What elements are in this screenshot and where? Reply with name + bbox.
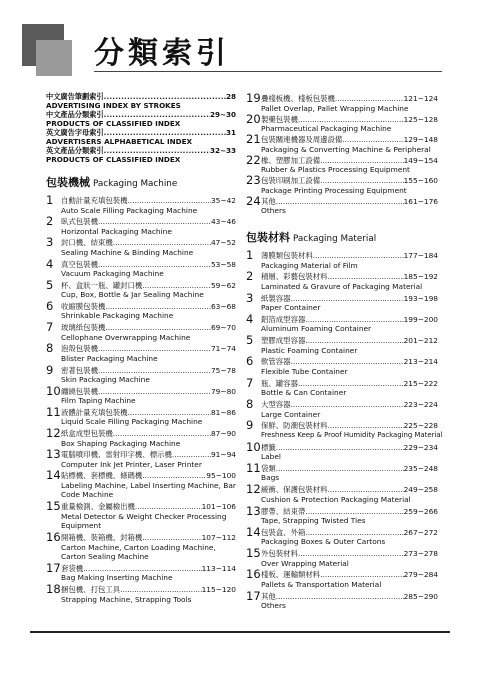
machine-entry[interactable] [46,531,236,562]
index-link[interactable] [46,128,236,146]
index-link-label: 英文產品分類索引 [46,146,104,155]
machine-entry[interactable] [246,195,438,216]
machine-entry[interactable] [246,113,438,134]
entry-pages: 199~200 [403,314,438,324]
entry-pages: 223~224 [403,400,438,410]
section-heading-zh: 包裝機械 [46,176,90,189]
entry-number: 24 [246,193,261,208]
material-entry[interactable] [246,547,438,568]
entry-number: 17 [46,560,61,575]
entry-title-en: Pallets & Transportation Material [261,579,382,589]
machine-entry[interactable] [46,279,236,300]
entry-title-zh: 紙盒成型包裝機 [61,429,113,439]
entry-title-en: Computer Ink Jet Printer, Laser Printer [61,459,202,469]
material-entry[interactable] [246,441,438,462]
machine-entry[interactable] [246,154,438,175]
entry-pages: 259~266 [403,506,438,516]
entry-title-zh: 製藥包裝機 [261,114,298,124]
bottom-divider [30,631,450,633]
machine-entry[interactable] [46,500,236,531]
entry-number: 8 [46,341,54,356]
entry-title-en: Freshness Keep & Proof Humidity Packaging Material [261,430,443,439]
entry-number: 11 [46,404,61,419]
entry-title-en: Paper Container [261,303,321,313]
entry-pages: 267~272 [403,527,438,537]
entry-number: 17 [246,588,261,603]
index-links [46,92,236,164]
entry-title-en: Cup, Box, Bottle & Jar Sealing Machine [61,290,204,300]
section-heading-machine [46,174,236,190]
entry-pages: 185~192 [403,272,438,282]
entry-title-zh: 積層、彩藝包裝材料 [261,272,328,282]
entry-pages: 47~52 [210,238,236,248]
section-heading-en: Packaging Machine [93,179,178,189]
entry-title-zh: 密著包裝機 [61,365,98,375]
machine-entry[interactable] [46,406,236,427]
entry-title-zh: 杯、盒狀一瓶、罐封口機 [61,280,143,290]
material-entry[interactable] [246,270,438,291]
entry-title-zh: 貼標機、套標機、條碼機 [61,471,143,481]
entry-pages: 149~154 [403,155,438,165]
index-link-label: 英文廣告字母索引 [46,128,104,137]
machine-entry[interactable] [46,448,236,469]
entry-title-en: Film Taping Machine [61,396,136,406]
entry-title-en: Flexible Tube Container [261,366,348,376]
entry-pages: 213~214 [403,357,438,367]
machine-entry[interactable] [46,342,236,363]
entry-number: 5 [46,277,54,292]
material-entry[interactable] [246,355,438,376]
entry-title-en: Others [261,601,286,611]
machine-entry[interactable] [46,364,236,385]
machine-entry[interactable] [46,258,236,279]
entry-pages: 115~120 [201,585,236,595]
entry-title-en: Bottle & Can Container [261,388,347,398]
entry-pages: 35~42 [210,196,236,205]
entry-title-zh: 外包裝材料 [261,549,298,559]
entry-title-en: Labeling Machine, Label Inserting Machine, Bar Code Machine [61,480,236,500]
entry-pages: 95~100 [206,471,236,481]
left-column [46,92,236,604]
entry-title-zh: 液體計量充填包裝機 [61,407,128,417]
entry-pages: 107~112 [201,533,236,543]
entry-number: 13 [46,447,61,462]
entry-pages: 113~114 [201,563,236,573]
machine-entry[interactable] [46,583,236,604]
entry-number: 20 [246,111,261,126]
index-link-english: PRODUCTS OF CLASSIFIED INDEX [46,155,181,164]
entry-title-zh: 其他 [261,196,276,206]
entry-pages: 225~228 [403,421,438,431]
right-column [246,91,443,611]
entry-pages: 229~234 [403,442,438,452]
entry-pages: 161~176 [403,196,438,206]
entry-title-en: Shrinkable Packaging Machine [61,311,174,321]
entry-pages: 201~212 [403,336,438,346]
entry-title-en: Strapping Machine, Strapping Tools [61,594,192,604]
section-heading-material [246,229,438,245]
entry-title-en: Package Printing Processing Equipment [261,185,407,195]
entry-title-en: Packaging Boxes & Outer Cartons [261,537,386,547]
entry-pages: 81~86 [210,407,236,417]
entry-title-zh: 瓶、罐容器 [261,378,298,388]
entry-number: 2 [46,214,54,229]
entry-title-en: Metal Detector & Weight Checker Processing Equipment [61,511,227,531]
header-decoration-light-square [36,40,72,76]
entry-number: 6 [46,298,54,313]
machine-entry[interactable] [46,300,236,321]
entry-title-en: Tape, Strapping Twisted Ties [261,516,366,526]
index-link-english: ADVERTISING INDEX BY STROKES [46,101,181,110]
index-link[interactable] [46,110,236,128]
entry-title-en: Plastic Foaming Container [261,345,358,355]
entry-title-zh: 收縮膜包裝機 [61,301,106,311]
entry-title-en: Box Shaping Packaging Machine [61,438,181,448]
entry-number: 10 [246,439,261,454]
entry-title-en: Label [261,452,281,462]
entry-title-en: Bag Making Inserting Machine [61,573,173,583]
entry-title-zh: 棧板、運輸類材料 [261,570,321,580]
entry-pages: 235~248 [403,463,438,473]
machine-entry[interactable] [46,469,236,500]
entry-pages: 63~68 [210,301,236,311]
entry-pages: 43~46 [210,217,236,227]
index-link[interactable] [46,146,236,164]
entry-title-zh: 紙製容器 [261,293,291,303]
entry-title-zh: 捆包機、打包工具 [61,585,121,595]
entry-title-zh: 軟管容器 [261,357,291,367]
material-entry[interactable] [246,334,438,355]
machine-entry[interactable] [46,427,236,448]
entry-number: 22 [246,152,261,167]
entry-pages: 273~278 [403,549,438,559]
entry-title-zh: 玻璃紙包裝機 [61,323,106,333]
entry-pages: 71~74 [210,344,236,354]
entry-title-en: Vacuum Packaging Machine [61,269,164,279]
entry-title-zh: 疊棧板機、棧板包裝機 [261,94,335,103]
entry-number: 12 [46,426,61,441]
entry-title-zh: 包裝印刷加工設備 [261,176,321,185]
material-entry[interactable] [246,568,438,589]
entry-title-zh: 臥式包裝機 [61,217,98,227]
section-heading-zh: 包裝材料 [246,231,290,244]
entry-title-en: Sealing Machine & Binding Machine [61,247,194,257]
entry-pages: 215~222 [403,378,438,388]
machine-entry[interactable] [246,92,438,113]
material-entry[interactable] [246,590,438,611]
entry-pages: 101~106 [201,502,236,512]
entry-pages: 59~62 [210,280,236,290]
entry-title-zh: 真空包裝機 [61,259,98,269]
machine-entry[interactable] [246,133,438,154]
index-link-page: 31 [225,128,236,137]
entry-number: 9 [46,362,54,377]
entry-number: 14 [246,524,261,539]
material-entry[interactable] [246,292,438,313]
entry-title-en: Others [261,206,286,215]
material-entry[interactable] [246,462,438,483]
index-link-page: 29~30 [209,110,236,119]
entry-pages: 279~284 [403,570,438,580]
machine-entry[interactable] [46,562,236,583]
entry-number: 8 [246,397,254,412]
entry-title-zh: 緩衝、保護包裝材料 [261,485,328,495]
entry-number: 1 [246,248,254,262]
entry-number: 13 [246,503,261,518]
entry-title-en: Bags [261,473,280,483]
entry-pages: 121~124 [403,94,438,103]
entry-number: 16 [246,567,261,582]
entry-title-en: Cellophane Overwrapping Machine [61,332,191,342]
entry-number: 4 [246,311,254,326]
material-entry[interactable] [246,505,438,526]
index-link-english: PRODUCTS OF CLASSIFIED INDEX [46,119,181,128]
entry-number: 10 [46,383,61,398]
machine-entry[interactable] [246,174,438,195]
entry-number: 9 [246,418,254,433]
entry-number: 18 [46,582,61,597]
entry-title-zh: 封口機、結束機 [61,238,113,248]
entry-title-en: Packaging & Converting Machine & Peripheral [261,144,431,154]
entry-title-en: Rubber & Plastics Processing Equipment [261,165,410,174]
entry-pages: 177~184 [403,251,438,260]
entry-title-zh: 泡殼包裝機 [61,344,98,354]
entry-number: 23 [246,173,261,187]
entry-number: 16 [46,530,61,545]
machine-entry[interactable] [46,194,236,215]
entry-title-zh: 包裝盒、外箱 [261,527,306,537]
entry-number: 3 [246,290,254,305]
machine-entry[interactable] [46,385,236,406]
material-entry-list [246,248,443,611]
entry-title-en: Over Wrapping Material [261,558,349,568]
entry-number: 11 [246,460,261,475]
entry-title-zh: 自動計量充填包裝機 [61,196,128,205]
machine-entry[interactable] [46,215,236,236]
material-entry[interactable] [246,398,438,419]
material-entry[interactable] [246,418,443,440]
entry-title-en: Pallet Overlap, Pallet Wrapping Machine [261,103,409,113]
entry-pages: 249~258 [403,485,438,495]
entry-pages: 193~198 [403,293,438,303]
section-heading-en: Packaging Material [293,234,377,244]
entry-title-en: Blister Packaging Machine [61,353,158,363]
entry-pages: 79~80 [210,386,236,396]
entry-title-en: Cushion & Protection Packaging Material [261,494,411,504]
entry-title-en: Aluminum Foaming Container [261,324,372,334]
entry-title-en: Skin Packaging Machine [61,375,150,384]
entry-title-zh: 纏繞包裝機 [61,386,98,396]
entry-title-zh: 包裝關連機器及周邊設備 [261,135,343,144]
index-link-label: 中文產品分類索引 [46,110,104,119]
entry-title-zh: 標籤 [261,442,276,452]
entry-number: 15 [246,546,261,561]
entry-number: 7 [46,320,54,335]
entry-title-zh: 電腦噴印機、雷射印字機、標示機 [61,450,172,460]
machine-entry-list [46,194,236,604]
machine-entry-list-continued [246,92,438,215]
entry-number: 4 [46,256,54,271]
entry-pages: 87~90 [210,429,236,439]
entry-title-zh: 大型容器 [261,400,291,410]
material-entry[interactable] [246,526,438,547]
entry-title-en: Liquid Scale Filling Packaging Machine [61,417,203,427]
entry-title-en: Laminated & Gravure of Packaging Material [261,281,423,291]
entry-number: 2 [246,269,254,284]
entry-title-zh: 套袋機 [61,563,84,573]
entry-title-en: Pharmaceutical Packaging Machine [261,124,392,133]
entry-title-zh: 袋類 [261,463,276,473]
material-entry[interactable] [246,377,438,398]
entry-pages: 91~94 [210,450,236,460]
entry-number: 6 [246,354,254,369]
material-entry[interactable] [246,249,438,270]
entry-title-zh: 鋁箔成型容器 [261,314,306,324]
entry-pages: 75~78 [210,365,236,375]
entry-pages: 125~128 [403,114,438,124]
index-link-english: ADVERTISERS ALPHABETICAL INDEX [46,137,193,146]
entry-number: 14 [46,468,61,483]
machine-entry[interactable] [46,236,236,257]
entry-title-zh: 膠帶、結束帶 [261,506,306,516]
entry-number: 5 [246,333,254,348]
entry-pages: 155~160 [403,176,438,185]
entry-number: 12 [246,482,261,497]
entry-number: 7 [246,375,254,390]
entry-title-zh: 開箱機、裝箱機、封箱機 [61,533,143,543]
entry-title-zh: 塑膠成型容器 [261,336,306,346]
entry-pages: 69~70 [210,323,236,333]
index-link-page: 28 [225,92,236,101]
entry-title-zh: 橡、塑膠加工設備 [261,155,321,165]
material-entry[interactable] [246,313,438,334]
page-title: 分類索引 [94,36,230,71]
entry-title-en: Auto Scale Filling Packaging Machine [61,205,198,215]
entry-title-en: Horizontal Packaging Machine [61,226,172,236]
entry-title-en: Carton Machine, Carton Loading Machine, Carton Sealing Machine [61,542,216,562]
index-link[interactable] [46,92,236,110]
material-entry[interactable] [246,483,438,504]
entry-pages: 285~290 [403,591,438,601]
title-divider [94,71,442,72]
entry-title-zh: 薄膜類包裝材料 [261,251,313,260]
entry-number: 19 [246,91,261,105]
entry-number: 1 [46,193,54,207]
entry-title-en: Large Container [261,409,321,419]
index-link-page: 32~33 [209,146,236,155]
entry-number: 3 [46,235,54,250]
entry-pages: 53~58 [210,259,236,269]
entry-number: 21 [246,132,261,146]
entry-title-zh: 其他 [261,591,276,601]
machine-entry[interactable] [46,321,236,342]
entry-title-zh: 重量檢測、金屬檢出機 [61,502,135,512]
entry-title-en: Packaging Material of Film [261,260,358,270]
index-link-label: 中文廣告筆劃索引 [46,92,104,101]
entry-pages: 129~148 [403,135,438,144]
entry-title-zh: 保鮮、防潮包裝材料 [261,421,328,431]
entry-number: 15 [46,499,61,514]
